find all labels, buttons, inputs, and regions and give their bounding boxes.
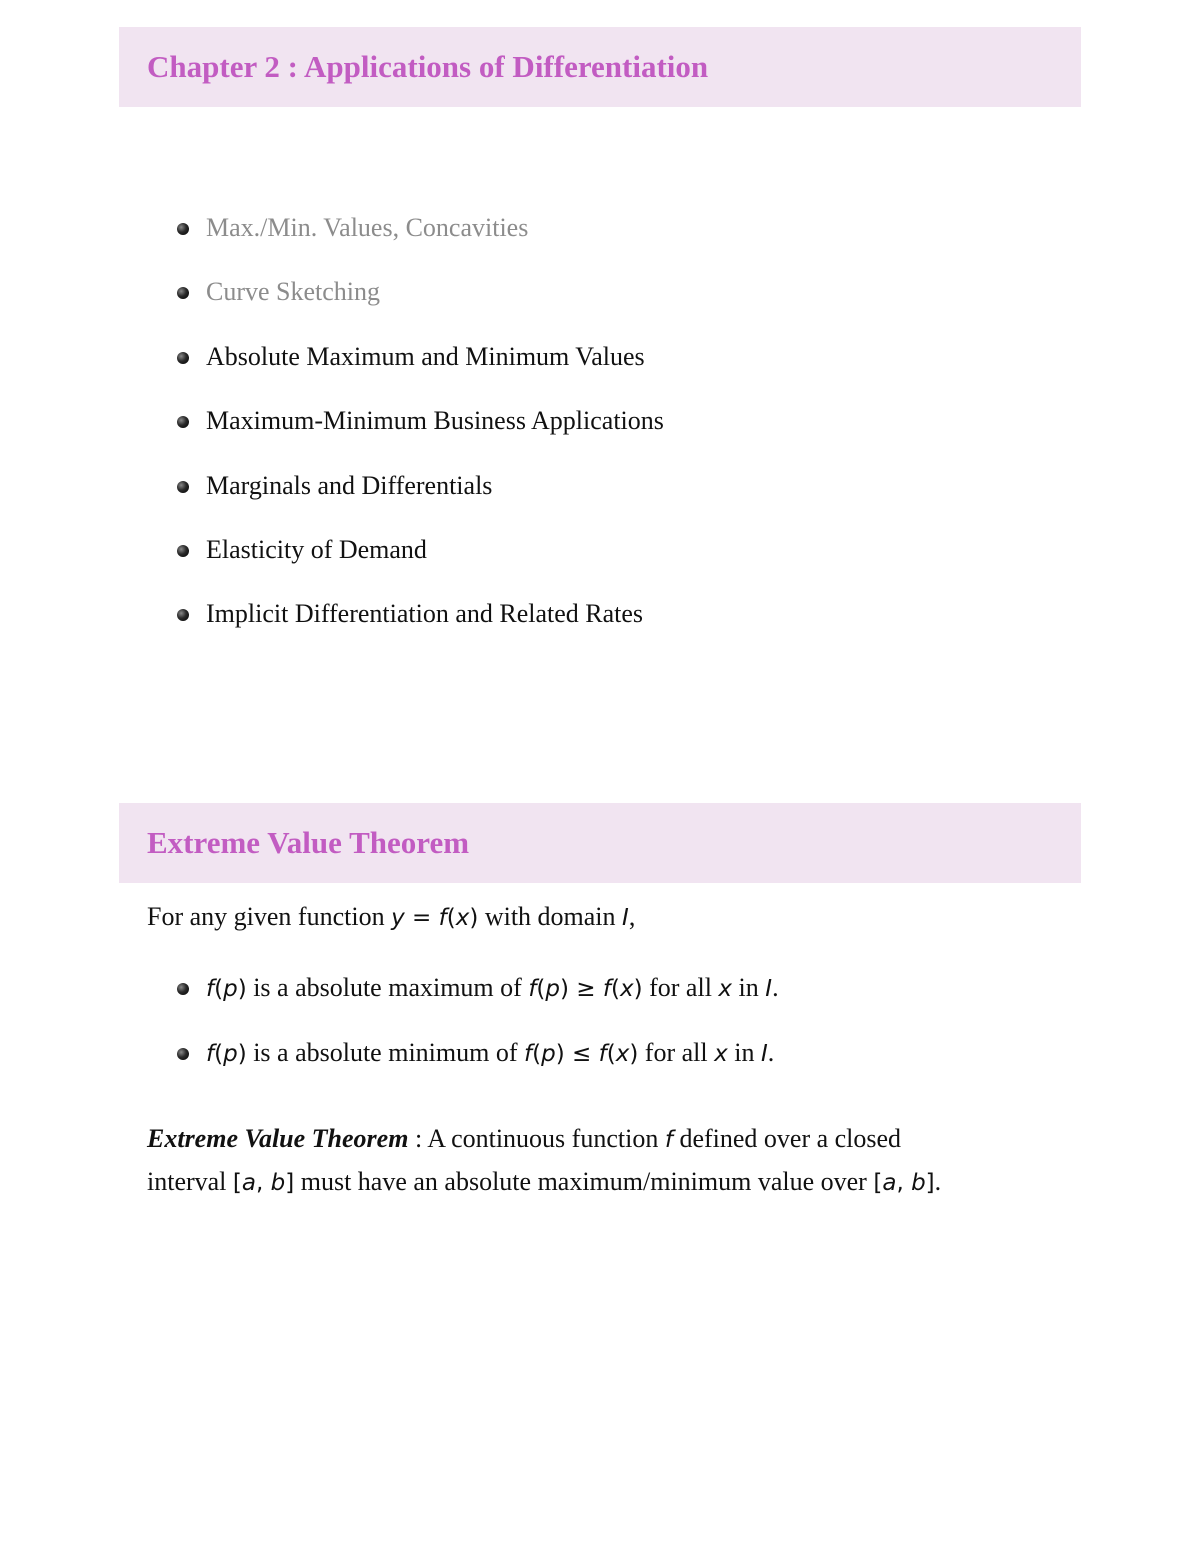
outline-item-elasticity: Elasticity of Demand	[175, 535, 664, 565]
bullet-icon	[177, 545, 189, 557]
chapter-title: Chapter 2 : Applications of Differentiation	[147, 49, 709, 84]
theorem-name: Extreme Value Theorem	[147, 1124, 409, 1153]
bullet-icon	[177, 609, 189, 621]
outline-item-max-min: Max./Min. Values, Concavities	[175, 213, 664, 243]
theorem-line-2: interval [a, b] must have an absolute maximum/minimum value over [a, b].	[147, 1167, 942, 1196]
bullet-icon	[177, 287, 189, 299]
intro-sentence: For any given function y = f(x) with domain I,	[147, 902, 636, 931]
bullet-icon	[177, 983, 189, 995]
chapter-outline-list	[175, 213, 664, 664]
outline-item-implicit-differentiation: Implicit Differentiation and Related Rates	[175, 599, 664, 629]
definition-list	[175, 973, 779, 1103]
outline-item-curve-sketching: Curve Sketching	[175, 277, 664, 307]
chapter-title-bar	[119, 27, 1081, 107]
section-title-bar	[119, 803, 1081, 883]
theorem-statement	[147, 1118, 941, 1204]
outline-item-absolute-extrema: Absolute Maximum and Minimum Values	[175, 342, 664, 372]
bullet-icon	[177, 416, 189, 428]
absolute-maximum-definition: f(p) is a absolute maximum of f(p) ≥ f(x) for all x in I.	[175, 973, 779, 1004]
bullet-icon	[177, 223, 189, 235]
section-title: Extreme Value Theorem	[147, 825, 470, 860]
bullet-icon	[177, 481, 189, 493]
absolute-minimum-definition: f(p) is a absolute minimum of f(p) ≤ f(x) for all x in I.	[175, 1038, 779, 1069]
outline-item-business-applications: Maximum-Minimum Business Applications	[175, 406, 664, 436]
theorem-line-1: Extreme Value Theorem : A continuous function f defined over a closed	[147, 1124, 902, 1153]
outline-item-marginals: Marginals and Differentials	[175, 471, 664, 501]
bullet-icon	[177, 352, 189, 364]
bullet-icon	[177, 1048, 189, 1060]
